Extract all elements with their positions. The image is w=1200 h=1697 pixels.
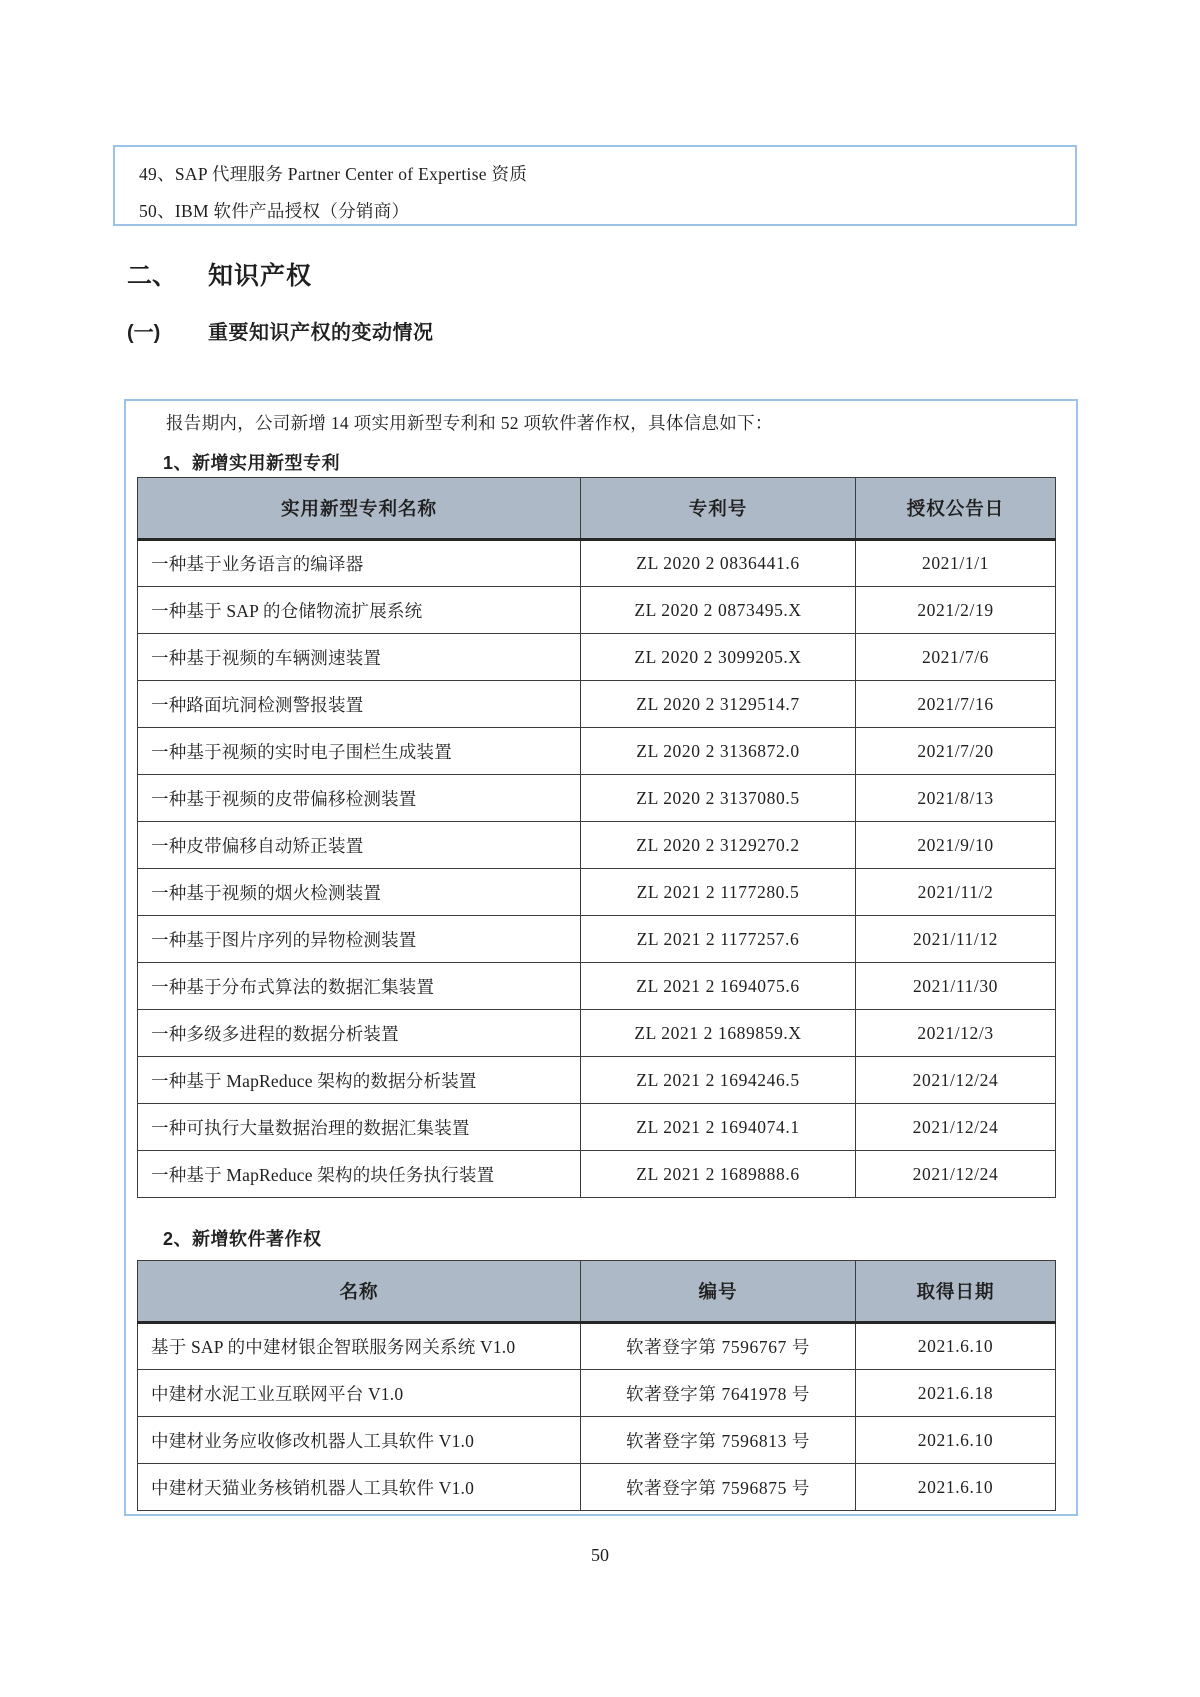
table-row — [138, 916, 1056, 963]
patent-number: ZL 2021 2 1694246.5 — [581, 1057, 856, 1104]
table-row — [138, 1057, 1056, 1104]
table-row — [138, 822, 1056, 869]
intro-paragraph: 报告期内，公司新增 14 项实用新型专利和 52 项软件著作权，具体信息如下： — [166, 413, 773, 433]
patent-number: ZL 2021 2 1689888.6 — [581, 1151, 856, 1198]
patent-name: 一种基于 MapReduce 架构的块任务执行装置 — [138, 1151, 581, 1198]
table-row — [138, 1010, 1056, 1057]
patent-grant-date: 2021/11/2 — [856, 869, 1056, 916]
patent-number: ZL 2020 2 3129270.2 — [581, 822, 856, 869]
patent-number: ZL 2020 2 3099205.X — [581, 634, 856, 681]
qualification-item-49: 49、SAP 代理服务 Partner Center of Expertise 资质 — [139, 164, 528, 184]
table-row — [138, 963, 1056, 1010]
patent-name: 一种基于视频的车辆测速装置 — [138, 634, 581, 681]
patent-name: 一种基于视频的皮带偏移检测装置 — [138, 775, 581, 822]
patents-table — [137, 477, 1056, 1198]
patent-grant-date: 2021/9/10 — [856, 822, 1056, 869]
copyrights-col-date: 取得日期 — [856, 1261, 1056, 1323]
patent-grant-date: 2021/1/1 — [856, 540, 1056, 587]
patent-name: 一种基于分布式算法的数据汇集装置 — [138, 963, 581, 1010]
patent-name: 一种基于图片序列的异物检测装置 — [138, 916, 581, 963]
table-row — [138, 1464, 1056, 1511]
copyrights-col-number: 编号 — [581, 1261, 856, 1323]
subsection-title: 重要知识产权的变动情况 — [208, 322, 434, 344]
patent-number: ZL 2020 2 0836441.6 — [581, 540, 856, 587]
patent-name: 一种路面坑洞检测警报装置 — [138, 681, 581, 728]
copyright-date: 2021.6.10 — [856, 1417, 1056, 1464]
patents-col-date: 授权公告日 — [856, 478, 1056, 540]
section-title: 知识产权 — [208, 263, 313, 290]
page-number: 50 — [591, 1545, 609, 1565]
patent-grant-date: 2021/11/30 — [856, 963, 1056, 1010]
copyright-number: 软著登字第 7596767 号 — [581, 1323, 856, 1370]
table-row — [138, 587, 1056, 634]
copyrights-col-name: 名称 — [138, 1261, 581, 1323]
copyrights-table — [137, 1260, 1056, 1511]
copyright-name: 中建材天猫业务核销机器人工具软件 V1.0 — [138, 1464, 581, 1511]
patent-grant-date: 2021/12/3 — [856, 1010, 1056, 1057]
patent-number: ZL 2020 2 0873495.X — [581, 587, 856, 634]
patent-name: 一种基于视频的烟火检测装置 — [138, 869, 581, 916]
patent-number: ZL 2021 2 1177257.6 — [581, 916, 856, 963]
patents-table-header — [138, 478, 1056, 540]
copyright-date: 2021.6.10 — [856, 1323, 1056, 1370]
copyright-name: 中建材水泥工业互联网平台 V1.0 — [138, 1370, 581, 1417]
patent-grant-date: 2021/7/20 — [856, 728, 1056, 775]
copyright-number: 软著登字第 7641978 号 — [581, 1370, 856, 1417]
table-row — [138, 1323, 1056, 1370]
section-heading — [0, 256, 1200, 288]
table-row — [138, 1151, 1056, 1198]
table-row — [138, 634, 1056, 681]
patent-number: ZL 2021 2 1177280.5 — [581, 869, 856, 916]
patent-name: 一种皮带偏移自动矫正装置 — [138, 822, 581, 869]
patent-grant-date: 2021/11/12 — [856, 916, 1056, 963]
patent-number: ZL 2021 2 1694075.6 — [581, 963, 856, 1010]
patent-name: 一种基于 SAP 的仓储物流扩展系统 — [138, 587, 581, 634]
patent-name: 一种多级多进程的数据分析装置 — [138, 1010, 581, 1057]
patents-table-heading: 1、新增实用新型专利 — [163, 453, 341, 473]
patent-grant-date: 2021/2/19 — [856, 587, 1056, 634]
patent-grant-date: 2021/12/24 — [856, 1104, 1056, 1151]
copyrights-table-body — [138, 1323, 1056, 1511]
table-row — [138, 1370, 1056, 1417]
copyrights-table-header — [138, 1261, 1056, 1323]
patent-name: 一种基于业务语言的编译器 — [138, 540, 581, 587]
table-row — [138, 1417, 1056, 1464]
table-row — [138, 728, 1056, 775]
patent-number: ZL 2020 2 3137080.5 — [581, 775, 856, 822]
patent-number: ZL 2020 2 3136872.0 — [581, 728, 856, 775]
section-numeral: 二、 — [127, 263, 178, 290]
qualification-list-box — [113, 145, 1077, 226]
copyright-name: 基于 SAP 的中建材银企智联服务网关系统 V1.0 — [138, 1323, 581, 1370]
qualification-item-50: 50、IBM 软件产品授权（分销商） — [139, 201, 410, 221]
patent-number: ZL 2021 2 1694074.1 — [581, 1104, 856, 1151]
subsection-numeral: (一) — [127, 322, 161, 344]
table-row — [138, 1104, 1056, 1151]
patent-grant-date: 2021/12/24 — [856, 1057, 1056, 1104]
copyright-date: 2021.6.18 — [856, 1370, 1056, 1417]
copyrights-table-heading: 2、新增软件著作权 — [163, 1229, 322, 1249]
subsection-heading — [0, 316, 1200, 342]
patent-grant-date: 2021/7/6 — [856, 634, 1056, 681]
patents-col-name: 实用新型专利名称 — [138, 478, 581, 540]
patent-name: 一种可执行大量数据治理的数据汇集装置 — [138, 1104, 581, 1151]
patents-col-number: 专利号 — [581, 478, 856, 540]
copyright-number: 软著登字第 7596813 号 — [581, 1417, 856, 1464]
patent-grant-date: 2021/12/24 — [856, 1151, 1056, 1198]
table-row — [138, 540, 1056, 587]
copyright-name: 中建材业务应收修改机器人工具软件 V1.0 — [138, 1417, 581, 1464]
table-row — [138, 869, 1056, 916]
patent-name: 一种基于 MapReduce 架构的数据分析装置 — [138, 1057, 581, 1104]
patent-grant-date: 2021/8/13 — [856, 775, 1056, 822]
patents-table-body — [138, 540, 1056, 1198]
copyright-number: 软著登字第 7596875 号 — [581, 1464, 856, 1511]
patent-grant-date: 2021/7/16 — [856, 681, 1056, 728]
content-box — [124, 399, 1078, 1516]
patent-number: ZL 2020 2 3129514.7 — [581, 681, 856, 728]
patent-number: ZL 2021 2 1689859.X — [581, 1010, 856, 1057]
patent-name: 一种基于视频的实时电子围栏生成装置 — [138, 728, 581, 775]
copyright-date: 2021.6.10 — [856, 1464, 1056, 1511]
table-row — [138, 681, 1056, 728]
table-row — [138, 775, 1056, 822]
